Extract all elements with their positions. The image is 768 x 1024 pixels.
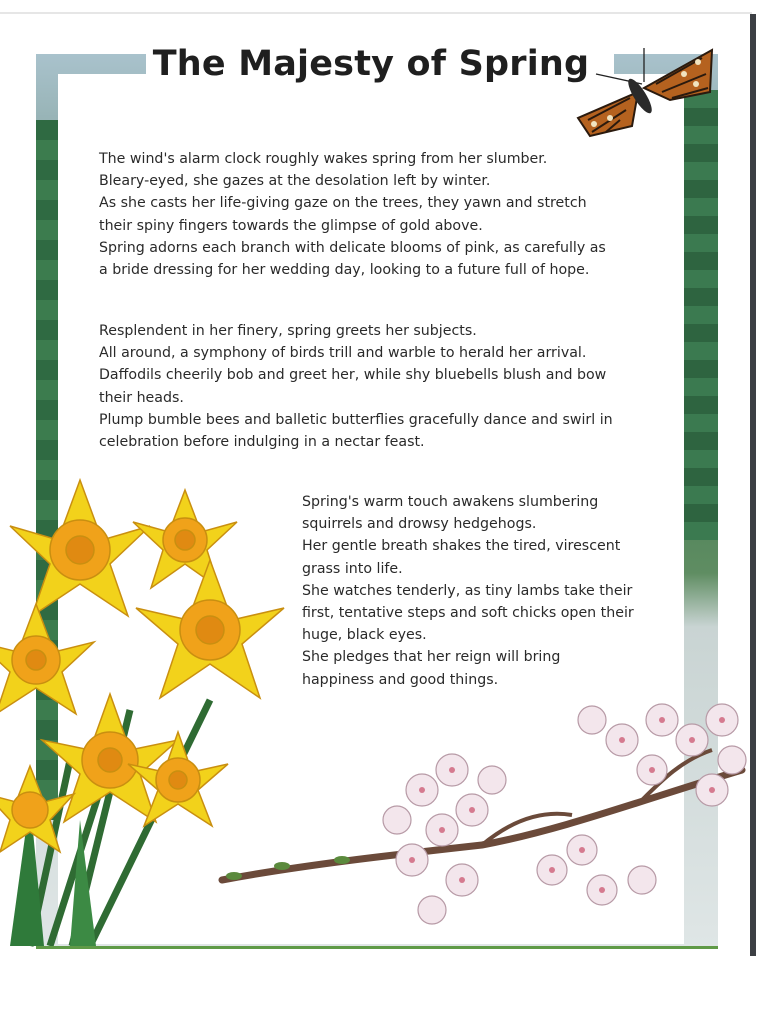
poem-line: She watches tenderly, as tiny lambs take their bbox=[302, 582, 633, 599]
poem-line: Plump bumble bees and balletic butterflies gracefully dance and swirl in bbox=[99, 411, 613, 428]
poem-line: Spring adorns each branch with delicate blooms of pink, as carefully as bbox=[99, 239, 606, 256]
right-hedge bbox=[684, 90, 718, 540]
poem-line: their heads. bbox=[99, 389, 184, 406]
poem-stanza-2 bbox=[99, 320, 679, 453]
page-title: The Majesty of Spring bbox=[152, 44, 590, 84]
poem-line: Daffodils cheerily bob and greet her, while shy bluebells blush and bow bbox=[99, 367, 607, 384]
poem-stanza-3 bbox=[302, 491, 682, 691]
poem-line: Her gentle breath shakes the tired, virescent bbox=[302, 538, 621, 555]
poem-line: As she casts her life-giving gaze on the trees, they yawn and stretch bbox=[99, 195, 587, 212]
poem-line: Spring's warm touch awakens slumbering bbox=[302, 494, 599, 510]
poem-line: All around, a symphony of birds trill and warble to herald her arrival. bbox=[99, 345, 587, 362]
poem-line: their spiny fingers towards the glimpse of gold above. bbox=[99, 217, 483, 234]
poem-line: The wind's alarm clock roughly wakes spring from her slumber. bbox=[99, 151, 548, 167]
poem-line: a bride dressing for her wedding day, looking to a future full of hope. bbox=[99, 262, 590, 279]
poem-line: Bleary-eyed, she gazes at the desolation left by winter. bbox=[99, 173, 491, 190]
blossom-branch-icon bbox=[222, 680, 752, 946]
poem-stanza-1 bbox=[99, 148, 679, 281]
poem-line: huge, black eyes. bbox=[302, 627, 427, 644]
bottom-divider bbox=[36, 946, 718, 949]
poem-line: She pledges that her reign will bring bbox=[302, 649, 561, 666]
poem-line: grass into life. bbox=[302, 560, 403, 577]
poem-line: celebration before indulging in a nectar feast. bbox=[99, 434, 425, 451]
poem-line: Resplendent in her finery, spring greets her subjects. bbox=[99, 323, 477, 339]
poem-line: happiness and good things. bbox=[302, 671, 499, 688]
poem-line: first, tentative steps and soft chicks open their bbox=[302, 605, 634, 622]
butterfly-icon bbox=[572, 44, 718, 140]
poem-line: squirrels and drowsy hedgehogs. bbox=[302, 516, 537, 533]
top-divider bbox=[0, 12, 752, 14]
